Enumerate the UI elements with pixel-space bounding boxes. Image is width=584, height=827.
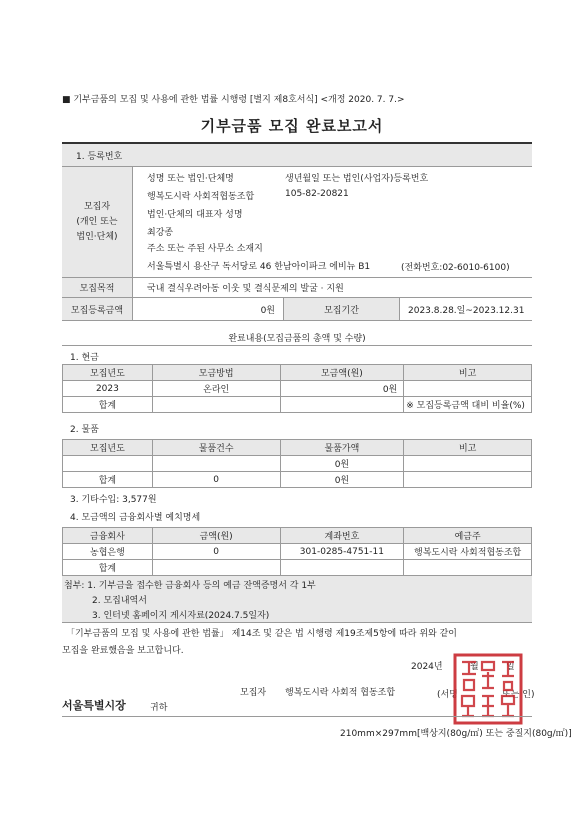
phone-value: (전화번호:02-6010-6100) bbox=[401, 263, 510, 273]
amount-label-cell bbox=[62, 298, 133, 321]
amount-value-cell bbox=[133, 298, 284, 321]
attachments-box bbox=[62, 576, 532, 623]
cash-total-label: 합계 bbox=[63, 397, 153, 413]
cash-table bbox=[62, 364, 532, 413]
purpose-value: 국내 결식우려아동 이웃 및 결식문제의 발굴 · 지원 bbox=[147, 284, 344, 294]
period-label: 모집기간 bbox=[324, 306, 359, 316]
sign-hint: (서명 bbox=[437, 690, 458, 700]
table-row bbox=[63, 544, 532, 560]
bank-amount: 0 bbox=[152, 544, 280, 560]
period-value: 2023.8.28.일~2023.12.31 bbox=[408, 306, 525, 316]
goods-value: 0원 bbox=[280, 456, 404, 472]
bank-section-title: 4. 모금액의 금융회사별 예치명세 bbox=[70, 513, 201, 523]
period-value-cell bbox=[400, 298, 532, 321]
addr-label: 주소 또는 주된 사무소 소재지 bbox=[147, 244, 263, 254]
period-label-cell bbox=[284, 298, 400, 321]
form-header-note: ■ 기부금품의 모집 및 사용에 관한 법률 시행령 [별지 제8호서식] <개정 2020. 7. 7.> bbox=[62, 95, 405, 105]
reg-label: 1. 등록번호 bbox=[76, 152, 123, 162]
recruiter-label-1: 모집자 bbox=[83, 202, 111, 212]
goods-total-value: 0원 bbox=[280, 472, 404, 488]
table-row bbox=[63, 456, 532, 472]
goods-section-title: 2. 물품 bbox=[70, 425, 99, 435]
purpose-label-cell bbox=[62, 278, 133, 298]
signer-name: 행복도시락 사회적 협동조합 bbox=[285, 688, 396, 698]
attachment-item-3: 3. 인터넷 홈페이지 게시자료(2024.7.5일자) bbox=[92, 611, 270, 621]
signer-label: 모집자 bbox=[240, 688, 267, 698]
date-month: 월 bbox=[470, 662, 479, 672]
official-seal-icon bbox=[452, 652, 524, 726]
purpose-label: 모집목적 bbox=[79, 284, 115, 294]
amount-label: 모집등록금액 bbox=[70, 306, 124, 316]
goods-header-count: 물품건수 bbox=[152, 440, 280, 456]
paper-spec: 210mm×297mm[백상지(80g/㎡) 또는 중질지(80g/㎡)] bbox=[340, 729, 572, 739]
seal-hint: 또는 인) bbox=[502, 690, 535, 700]
attachment-lead: 첨부: 1. 기부금을 접수한 금융회사 등의 예금 잔액증명서 각 1부 bbox=[64, 581, 316, 591]
reg-row bbox=[62, 144, 532, 167]
bank-header-account: 계좌번호 bbox=[280, 528, 404, 544]
recipient-name: 서울특별시장 bbox=[62, 699, 126, 712]
statement-line-2: 모집을 완료했음을 보고합니다. bbox=[62, 646, 184, 656]
attachment-item-2: 2. 모집내역서 bbox=[92, 596, 147, 606]
purpose-value-cell bbox=[133, 278, 532, 298]
bottom-divider bbox=[62, 716, 532, 717]
recipient-suffix: 귀하 bbox=[150, 703, 168, 713]
table-row bbox=[63, 397, 532, 413]
recruiter-label-2: (개인 또는 bbox=[76, 217, 118, 227]
recruiter-detail bbox=[133, 167, 532, 278]
cash-header-year: 모집년도 bbox=[63, 365, 153, 381]
birth-label: 생년월일 또는 법인(사업자)등록번호 bbox=[285, 174, 429, 184]
name-value: 행복도시락 사회적협동조합 bbox=[147, 192, 255, 202]
bank-header-company: 금융회사 bbox=[63, 528, 153, 544]
statement-line-1: 「기부금품의 모집 및 사용에 관한 법률」 제14조 및 같은 법 시행령 제19조제5항에 따라 위와 같이 bbox=[66, 629, 457, 639]
bank-total-label: 합계 bbox=[63, 560, 153, 576]
rep-label: 법인·단체의 대표자 성명 bbox=[147, 210, 243, 220]
date-day: 일 bbox=[506, 662, 515, 672]
page-title: 기부금품 모집 완료보고서 bbox=[200, 117, 384, 135]
bank-company: 농협은행 bbox=[63, 544, 153, 560]
rep-value: 최강종 bbox=[147, 228, 174, 238]
bank-header-holder: 예금주 bbox=[404, 528, 532, 544]
goods-total-count: 0 bbox=[152, 472, 280, 488]
cash-header-note: 비고 bbox=[404, 365, 532, 381]
bank-header-amount: 금액(원) bbox=[152, 528, 280, 544]
goods-header-note: 비고 bbox=[404, 440, 532, 456]
recruiter-label-3: 법인·단체) bbox=[76, 232, 118, 242]
cash-header-method: 모금방법 bbox=[152, 365, 280, 381]
name-label: 성명 또는 법인·단체명 bbox=[147, 174, 234, 184]
cash-note bbox=[404, 381, 532, 397]
cash-year: 2023 bbox=[63, 381, 153, 397]
table-row bbox=[63, 560, 532, 576]
bank-account: 301-0285-4751-11 bbox=[280, 544, 404, 560]
goods-table bbox=[62, 439, 532, 488]
addr-value: 서울특별시 용산구 독서당로 46 한남아이파크 에비뉴 B1 bbox=[147, 262, 371, 272]
birth-value: 105-82-20821 bbox=[285, 189, 349, 199]
goods-year bbox=[63, 456, 153, 472]
amount-value: 0원 bbox=[260, 306, 275, 316]
divider bbox=[62, 345, 532, 346]
cash-header-amount: 모금액(원) bbox=[280, 365, 404, 381]
cash-section-title: 1. 현금 bbox=[70, 353, 99, 363]
goods-total-label: 합계 bbox=[63, 472, 153, 488]
date-year: 2024년 bbox=[411, 662, 443, 672]
bank-holder: 행복도시락 사회적협동조합 bbox=[404, 544, 532, 560]
bank-table bbox=[62, 527, 532, 576]
other-income: 3. 기타수입: 3,577원 bbox=[70, 495, 157, 505]
recruiter-label-cell bbox=[62, 167, 133, 278]
goods-count bbox=[152, 456, 280, 472]
goods-note bbox=[404, 456, 532, 472]
table-row bbox=[63, 381, 532, 397]
goods-header-value: 물품가액 bbox=[280, 440, 404, 456]
cash-ratio-note: ※ 모집등록금액 대비 비율(%) bbox=[404, 397, 532, 413]
cash-method: 온라인 bbox=[152, 381, 280, 397]
goods-header-year: 모집년도 bbox=[63, 440, 153, 456]
completion-title: 완료내용(모집금품의 총액 및 수량) bbox=[228, 334, 366, 344]
table-row bbox=[63, 472, 532, 488]
cash-amount: 0원 bbox=[280, 381, 404, 397]
